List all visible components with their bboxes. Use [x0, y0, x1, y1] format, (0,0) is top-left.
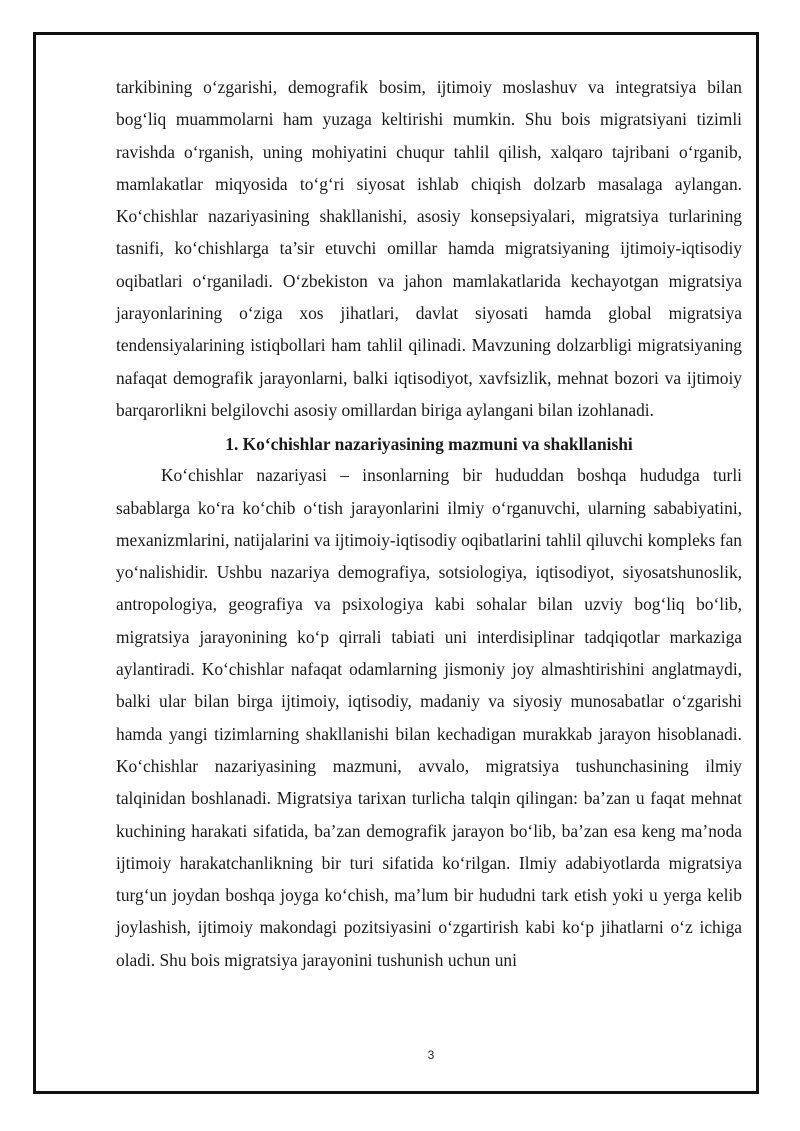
section-paragraph: Ko‘chishlar nazariyasi – insonlarning bir hududdan boshqa hududga turli sabablarga ko‘ra ko‘chib o‘tish jarayonlarini ilmiy o‘rganuvchi, ularning sababiyatini, mexanizmlarini, natijalarini va ijtimoiy-iqtisodiy oqibatlarini tahlil qiluvchi kompleks fan yo‘nalishidir. Ushbu nazariya demografiya, sotsiologiya, iqtisodiyot, siyosatshunoslik, antropologiya, geografiya va psixologiya kabi sohalar bilan uzviy bog‘liq bo‘lib, migratsiya jarayonining ko‘p qirrali tabiati uni interdisiplinar tadqiqotlar markaziga aylantiradi. Ko‘chishlar nafaqat odamlarning jismoniy joy almashtirishini anglatmaydi, balki ular bilan birga ijtimoiy, iqtisodiy, madaniy va siyosiy munosabatlar o‘zgarishi hamda yangi tizimlarning shakllanishi bilan kechadigan murakkab jarayon hisoblanadi. Ko‘chishlar nazariyasining mazmuni, avvalo, migratsiya tushunchasining ilmiy talqinidan boshlanadi. Migratsiya tarixan turlicha talqin qilingan: ba’zan u faqat mehnat kuchining harakati sifatida, ba’zan demografik jarayon bo‘lib, ba’zan esa keng ma’noda ijtimoiy harakatchanlikning bir turi sifatida ko‘rilgan. Ilmiy adabiyotlarda migratsiya turg‘un joydan boshqa joyga ko‘chish, ma’lum bir hududni tark etish yoki u yerga kelib joylashish, ijtimoiy makondagi pozitsiyasini o‘zgartirish kabi ko‘p jihatlarni o‘z ichiga oladi. Shu bois migratsiya jarayonini tushunish uchun uni — [116, 465, 742, 970]
paragraph-continued: tarkibining o‘zgarishi, demografik bosim, ijtimoiy moslashuv va integratsiya bilan bog‘liq muammolarni ham yuzaga keltirishi mumkin. Shu bois migratsiyani tizimli ravishda o‘rganish, uning mohiyatini chuqur tahlil qilish, xalqaro tajribani o‘rganib, mamlakatlar miqyosida to‘g‘ri siyosat ishlab chiqish dolzarb masalaga aylangan. Ko‘chishlar nazariyasining shakllanishi, asosiy konsepsiyalari, migratsiya turlarining tasnifi, ko‘chishlarga ta’sir etuvchi omillar hamda migratsiyaning ijtimoiy-iqtisodiy oqibatlari o‘rganiladi. O‘zbekiston va jahon mamlakatlarida kechayotgan migratsiya jarayonlarining o‘ziga xos jihatlari, davlat siyosati hamda global migratsiya tendensiyalarining istiqbollari ham tahlil qilinadi. Mavzuning dolzarbligi migratsiyaning nafaqat demografik jarayonlarni, balki iqtisodiyot, xavfsizlik, mehnat bozori va ijtimoiy barqarorlikni belgilovchi asosiy omillardan biriga aylangani bilan izohlanadi. — [116, 77, 742, 420]
section-heading: 1. Ko‘chishlar nazariyasining mazmuni va shakllanishi — [225, 434, 633, 455]
page-number: 3 — [427, 1048, 435, 1062]
page-body — [116, 71, 742, 976]
